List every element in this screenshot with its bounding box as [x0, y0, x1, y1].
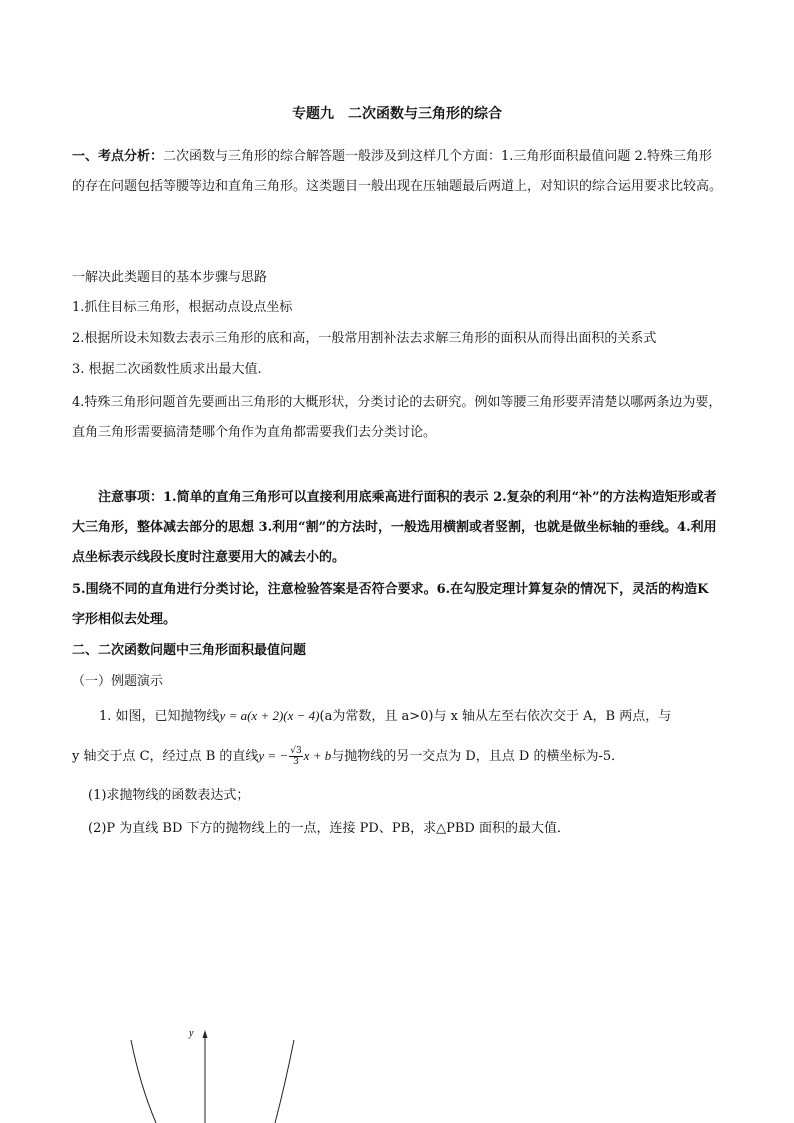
parabola-formula: y = a(x + 2)(x − 4): [219, 708, 320, 723]
y-axis-arrow-icon: [203, 1030, 208, 1038]
parabola-right-arm: [275, 1040, 294, 1123]
line-formula-rhs: x + b: [303, 748, 332, 763]
example-subheading: （一）例题演示: [72, 674, 164, 689]
fraction-numerator: √3: [290, 746, 302, 756]
steps-heading: 一解决此类题目的基本步骤与思路: [72, 270, 268, 285]
notes-paragraph-2: 5.围绕不同的直角进行分类讨论，注意检验答案是否符合要求。6.在勾股定理计算复杂的情况下，灵活的构造K 字形相似去处理。: [72, 582, 709, 627]
page-title: 专题九 二次函数与三角形的综合: [292, 106, 502, 122]
parabola-left-arm: [131, 1040, 156, 1123]
problem-line2-start: y 轴交于点 C，经过点 B 的直线: [72, 749, 259, 764]
problem-condition: (a为常数，且 a>0)与 x 轴从左至右依次交于 A，B 两点，与: [319, 709, 672, 724]
step-item-1: 1.抓住目标三角形，根据动点设点坐标: [72, 300, 293, 315]
problem-intro: 1. 如图，已知抛物线: [99, 709, 220, 724]
section1-text: 二次函数与三角形的综合解答题一般涉及到这样几个方面：1.三角形面积最值问题 2.特殊三角形的存在问题包括等腰等边和直角三角形。这类题目一般出现在压轴题最后两道上，对知识的综合运用要求比较高。: [72, 149, 723, 194]
step-item-2: 2.根据所设未知数去表示三角形的底和高，一般常用割补法去求解三角形的面积从而得出面积的关系式: [72, 331, 657, 346]
question-1: (1)求抛物线的函数表达式；: [88, 788, 250, 803]
section1-heading: 一、考点分析：: [72, 149, 164, 164]
step-item-3: 3. 根据二次函数性质求出最大值.: [72, 362, 262, 377]
y-axis-label: y: [189, 1028, 194, 1039]
notes-paragraph-1: 注意事项：1.简单的直角三角形可以直接利用底乘高进行面积的表示 2.复杂的利用“补”的方法构造矩形或者大三角形，整体减去部分的思想 3.利用“割”的方法时，一般选用横割或者竖割，也就是做坐标轴的垂线。4.利用点坐标表示线段长度时注意要用大的减去小的。: [72, 490, 717, 565]
problem-line2-end: 与抛物线的另一交点为 D，且点 D 的横坐标为-5．: [331, 749, 625, 764]
question-2: (2)P 为直线 BD 下方的抛物线上的一点，连接 PD、PB，求△PBD 面积的最大值．: [88, 821, 570, 836]
fraction-denominator: 3: [293, 757, 299, 767]
step-item-4: 4.特殊三角形问题首先要画出三角形的大概形状，分类讨论的去研究。例如等腰三角形要弄清楚以哪两条边为要，直角三角形需要搞清楚哪个角作为直角都需要我们去分类讨论。: [72, 395, 722, 440]
line-formula-lhs: y = −: [258, 748, 289, 763]
section2-heading: 二、二次函数问题中三角形面积最值问题: [72, 643, 307, 658]
